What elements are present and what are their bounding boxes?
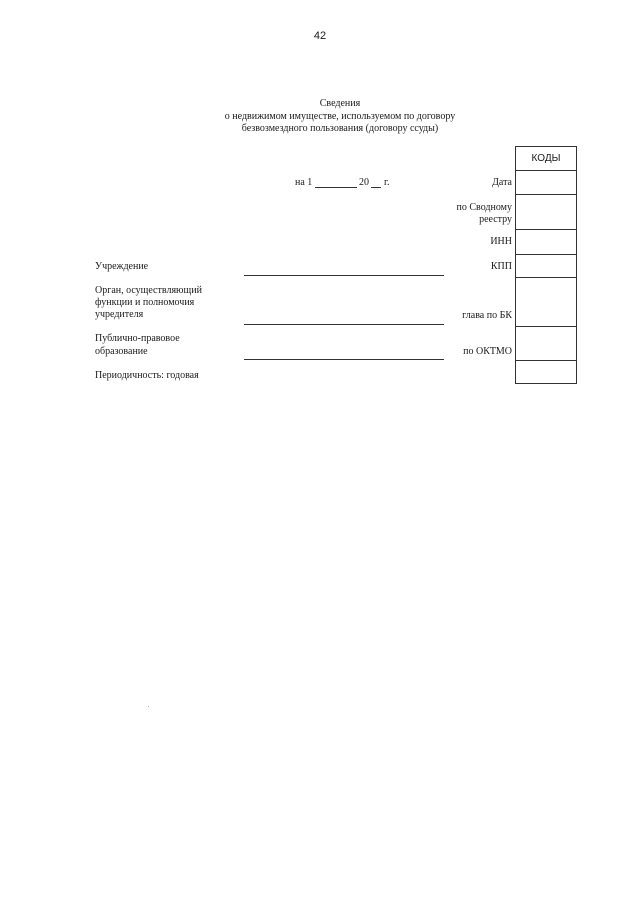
date-suffix: г. [384, 177, 390, 188]
founder-label-line-2: функции и полномочия [95, 297, 195, 308]
oktmo-code-cell[interactable] [516, 327, 576, 361]
founder-input-line[interactable] [244, 324, 444, 325]
year-blank-line [371, 187, 381, 188]
institution-label: Учреждение [95, 261, 149, 272]
periodicity-label: Периодичность: годовая [95, 370, 199, 381]
scan-speck [148, 706, 149, 707]
inn-code-label: ИНН [490, 236, 512, 247]
document-title [160, 98, 520, 136]
date-prefix: на 1 [295, 177, 313, 188]
registry-code-label-line-1: по Сводному [456, 202, 512, 213]
registry-code-label-line-2: реестру [479, 214, 512, 225]
kpp-code-label: КПП [490, 261, 512, 272]
entity-input-line[interactable] [244, 359, 444, 360]
title-line-1: Сведения [319, 98, 361, 109]
founder-label-line-3: учредителя [95, 309, 144, 320]
entity-label-line-2: образование [95, 346, 148, 357]
date-blank-line [315, 187, 357, 188]
kpp-code-cell[interactable] [516, 255, 576, 278]
founder-label-line-1: Орган, осуществляющий [95, 285, 202, 296]
registry-code-cell[interactable] [516, 195, 576, 230]
oktmo-code-label: по ОКТМО [463, 346, 512, 357]
codes-table [515, 146, 577, 384]
bk-chapter-code-label: глава по БК [462, 310, 512, 321]
date-code-cell[interactable] [516, 170, 576, 195]
periodicity-code-cell[interactable] [516, 361, 576, 383]
entity-label-line-1: Публично-правовое [95, 333, 180, 344]
institution-input-line[interactable] [244, 275, 444, 276]
date-year-prefix: 20 [359, 177, 369, 188]
title-line-2: о недвижимом имуществе, используемом по договору [224, 110, 456, 122]
inn-code-cell[interactable] [516, 230, 576, 255]
date-code-label: Дата [492, 177, 512, 188]
title-line-3: безвозмездного пользования (договору ссуды) [241, 123, 439, 134]
bk-chapter-code-cell[interactable] [516, 278, 576, 327]
codes-header: КОДЫ [516, 147, 576, 171]
page-number: 42 [313, 30, 327, 42]
